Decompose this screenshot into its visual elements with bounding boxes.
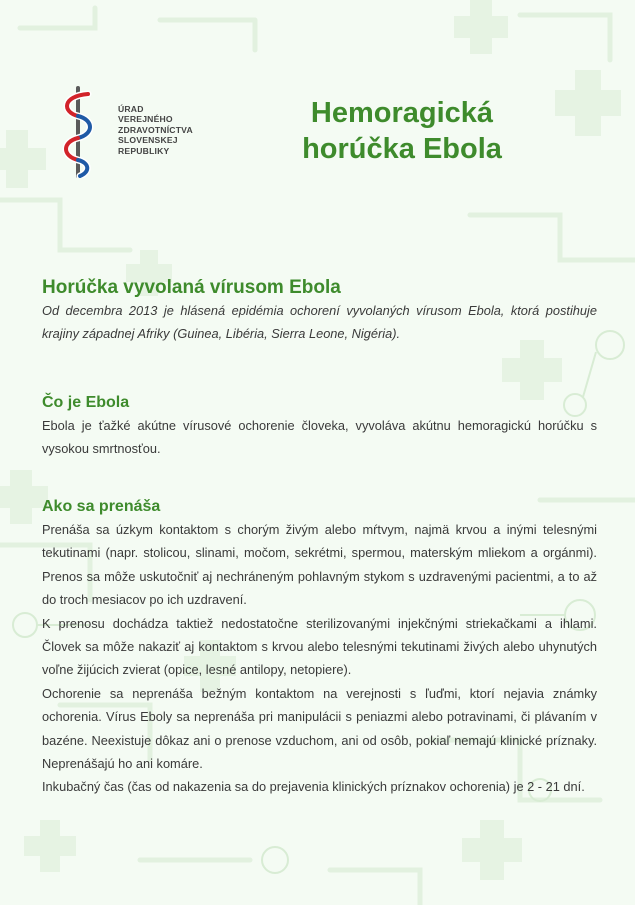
org-line: REPUBLIKY	[118, 145, 170, 156]
title-line: Hemoragická	[310, 97, 494, 129]
transmission-section	[42, 496, 597, 799]
org-line: SLOVENSKEJ	[118, 135, 178, 146]
transmission-paragraph: K prenosu dochádza taktiež nedostatočne sterilizovanými injekčnými striekačkami a ihlami. Človek sa môže nakaziť aj kontaktom s krvou alebo telesnými tekutinami živých alebo uhynutých voľne žijúcich zvierat (opice, lesné antilopy, netopiere).	[42, 615, 597, 678]
transmission-paragraph: Inkubačný čas (čas od nakazenia sa do prejavenia klinických príznakov ochorenia) je 2 - 21 dní.	[42, 779, 585, 795]
intro-text: Od decembra 2013 je hlásená epidémia ochorení vyvolaných vírusom Ebola, ktorá postihuje krajiny západnej Afriky (Guinea, Libéria, Sierra Leone, Nigéria).	[42, 303, 597, 341]
transmission-paragraph: Ochorenie sa neprenáša bežným kontaktom na verejnosti s ľuďmi, ktorí nejavia známky ochorenia. Vírus Eboly sa neprenáša pri manipulácii s peniazmi alebo potravinami, či plávaním v bazéne. Neexistuje dôkaz ani o prenose vzduchom, ani od osôb, pokiaľ nemajú klinické príznaky. Neprenášajú ho ani komáre.	[42, 685, 597, 772]
transmission-paragraph: Prenáša sa úzkym kontaktom s chorým živým alebo mŕtvym, najmä krvou a inými telesnými tekutinami (napr. stolicou, slinami, močom, sekrétmi, spermou, materským mliekom a orgánmi). Prenos sa môže uskutočniť aj nechráneným pohlavným stykom s uzdravenými pacientmi, a to až do troch mesiacov po ich uzdravení.	[42, 522, 597, 608]
transmission-heading: Ako sa prenáša	[42, 498, 161, 515]
org-line: ÚRAD	[118, 104, 144, 114]
document-title	[262, 95, 542, 167]
org-line: VEREJNÉHO	[118, 114, 173, 125]
ministry-logo	[58, 86, 98, 178]
intro-heading: Horúčka vyvolaná vírusom Ebola	[42, 277, 341, 298]
intro-section	[42, 276, 597, 345]
what-is-section	[42, 392, 597, 461]
org-line: ZDRAVOTNÍCTVA	[118, 124, 193, 135]
organization-name	[118, 104, 193, 156]
what-is-heading: Čo je Ebola	[42, 394, 130, 411]
title-line: horúčka Ebola	[302, 133, 502, 165]
what-is-text: Ebola je ťažké akútne vírusové ochorenie človeka, vyvoláva akútnu hemoragickú horúčku s vysokou smrtnosťou.	[42, 418, 597, 457]
